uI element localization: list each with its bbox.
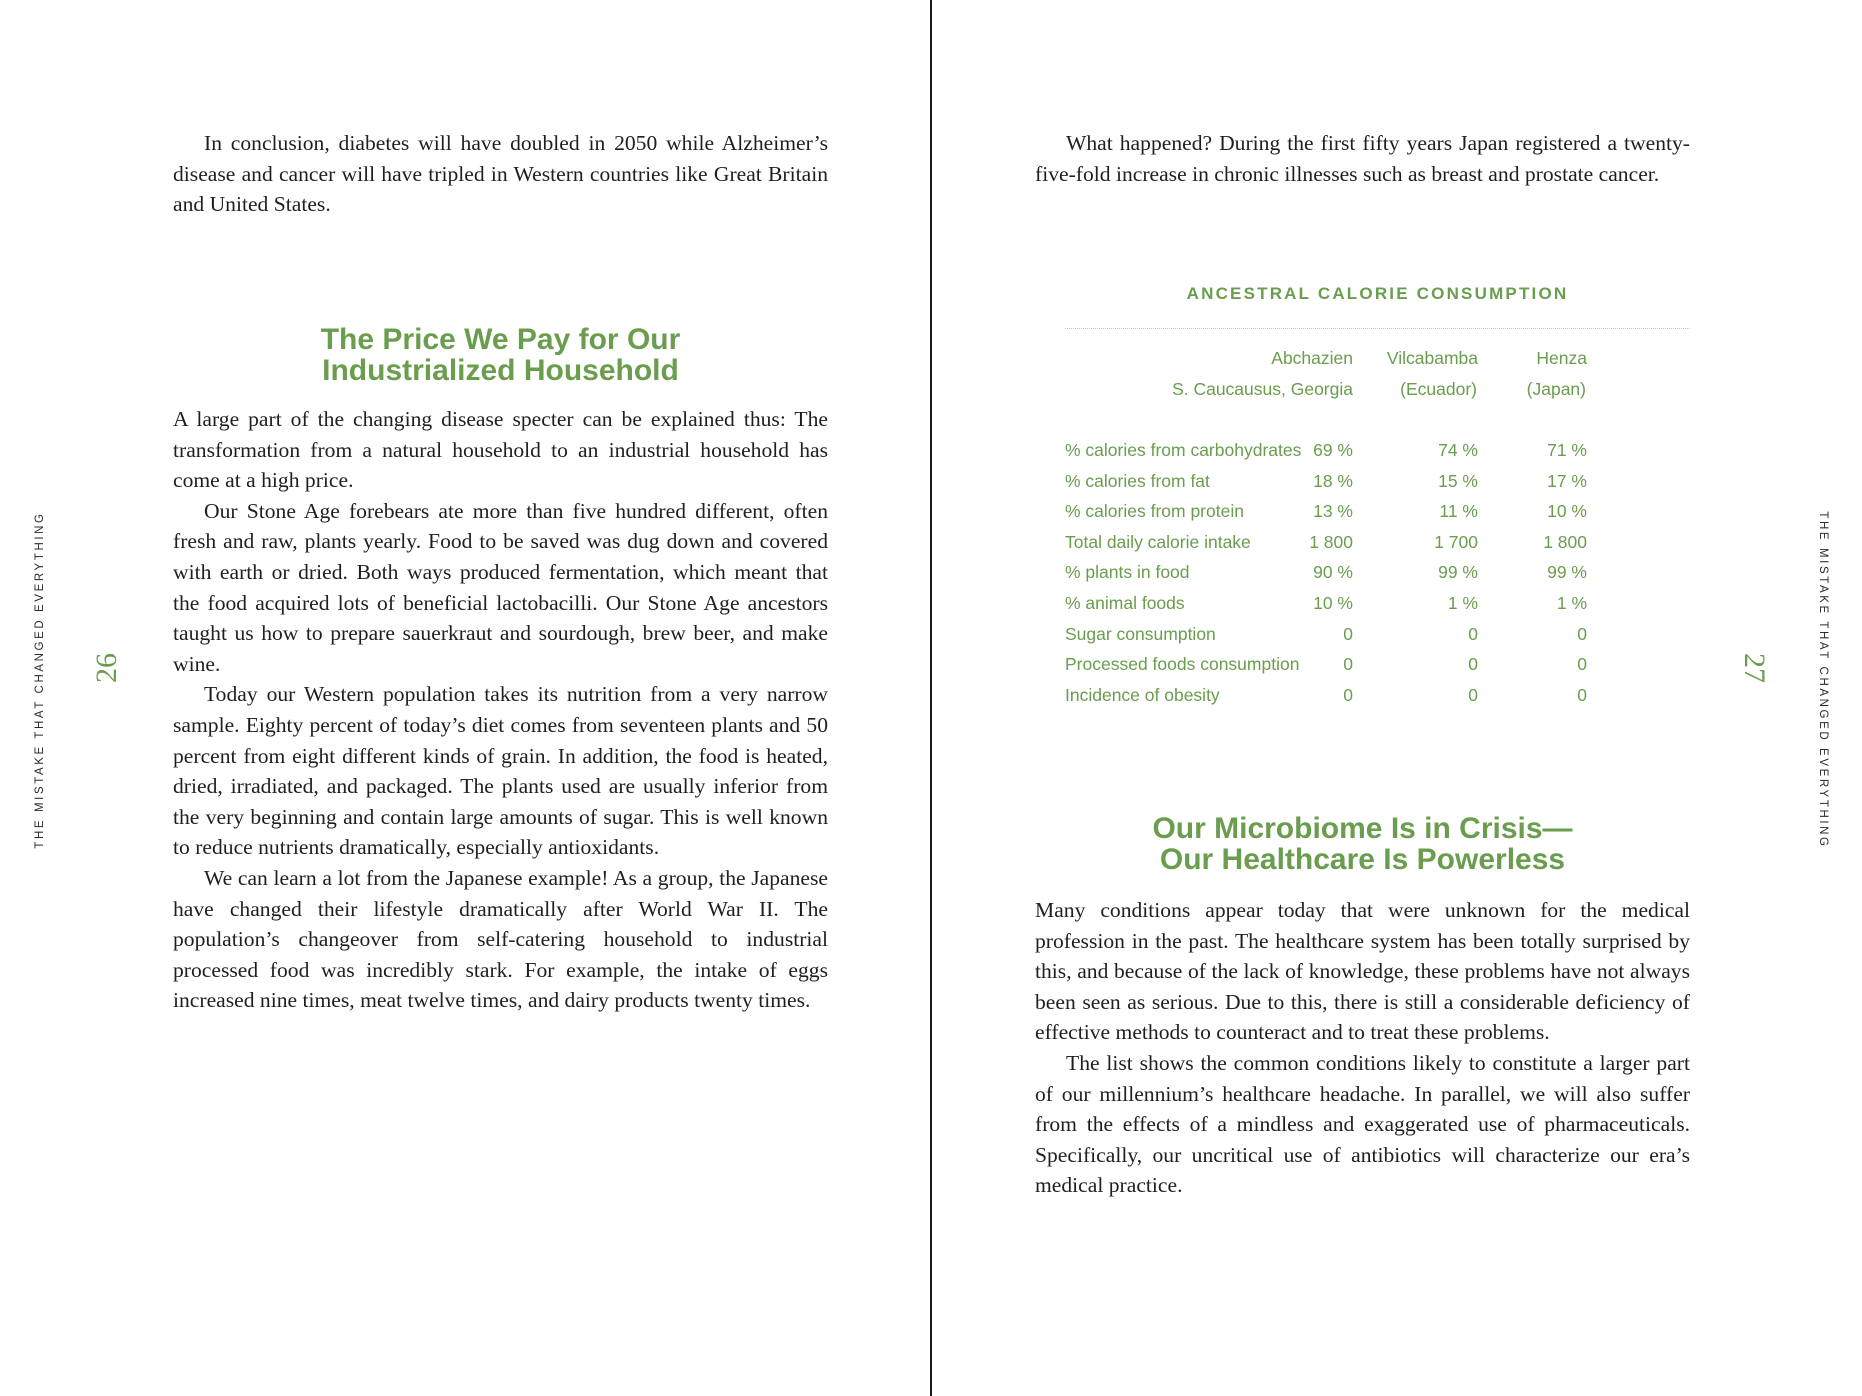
table-cell: 1 700 <box>1434 531 1478 552</box>
table-cell: 11 % <box>1439 501 1478 522</box>
calorie-table <box>932 0 1862 800</box>
left-page <box>0 0 930 1396</box>
table-cell: 1 800 <box>1309 531 1353 552</box>
table-cell: 15 % <box>1438 470 1478 491</box>
table-row-label: Total daily calorie intake <box>1065 531 1251 552</box>
column-header: Vilcabamba <box>1386 348 1478 368</box>
paragraph: The list shows the common conditions likely to constitute a larger part of our millennium’s healthcare headache. In parallel, we will also suffer from the effects of a mindless and exaggerated use of pharmaceuticals. Specifically, our uncritical use of antibiotics will characterize our era’s medical practice. <box>1035 1050 1690 1198</box>
table-cell: 0 <box>1343 654 1353 675</box>
page-number-text: 27 <box>1738 653 1771 683</box>
page-number-text: 26 <box>90 653 123 683</box>
table-cell: 13 % <box>1313 501 1353 522</box>
table-cell: 0 <box>1577 654 1587 675</box>
paragraph: We can learn a lot from the Japanese example! As a group, the Japanese have changed their lifestyle dramatically after World War II. The population’s changeover from self-catering household to industrial processed food was incredibly stark. For example, the intake of eggs increased nine times, meat twelve times, and dairy products twenty times. <box>173 865 828 1013</box>
section-heading-left: The Price We Pay for Our Industrialized Household <box>320 323 681 387</box>
column-header: Abchazien <box>1271 348 1353 368</box>
table-title: ANCESTRAL CALORIE CONSUMPTION <box>1186 284 1569 303</box>
running-head-text: THE MISTAKE THAT CHANGED EVERYTHING <box>1817 511 1829 849</box>
table-row-label: % calories from fat <box>1065 470 1210 491</box>
intro-paragraph-left: In conclusion, diabetes will have doubled in 2050 while Alzheimer’s disease and cancer will have tripled in Western countries like Great Britain and United States. <box>173 131 828 217</box>
column-subheader: (Japan) <box>1526 379 1586 399</box>
table-row-label: % calories from carbohydrates <box>1065 440 1302 460</box>
paragraph: Our Stone Age forebears ate more than five hundred different, often fresh and raw, plants yearly. Food to be saved was dug down and covered with earth or dried. Both ways produced fermentation, which meant that the food acquired lots of beneficial lactobacilli. Our Stone Age ancestors taught us how to prepare sauerkraut and sourdough, brew beer, and make wine. <box>173 498 828 676</box>
table-cell: 10 % <box>1313 593 1353 613</box>
table-cell: 0 <box>1468 654 1478 675</box>
table-row-label: % calories from protein <box>1065 501 1244 522</box>
table-cell: 1 800 <box>1543 531 1587 552</box>
column-subheader: S. Caucausus, Georgia <box>1172 379 1353 399</box>
table-cell: 99 % <box>1547 562 1587 583</box>
table-cell: 10 % <box>1547 501 1587 522</box>
body-text-right <box>1035 895 1690 1201</box>
table-cell: 17 % <box>1547 470 1587 491</box>
table-row-label: Sugar consumption <box>1065 623 1216 644</box>
table-row-label: Incidence of obesity <box>1065 684 1220 705</box>
right-page <box>932 0 1862 1396</box>
table-cell: 0 <box>1577 684 1587 705</box>
section-heading-right: Our Microbiome Is in Crisis— Our Healthcare Is Powerless <box>1152 812 1573 876</box>
running-head-text: THE MISTAKE THAT CHANGED EVERYTHING <box>34 511 46 849</box>
table-cell: 1 % <box>1447 593 1478 613</box>
table-cell: 0 <box>1468 623 1478 644</box>
table-cell: 71 % <box>1547 440 1587 460</box>
table-cell: 0 <box>1343 623 1353 644</box>
table-cell: 0 <box>1468 684 1478 705</box>
table-cell: 69 % <box>1313 440 1353 460</box>
paragraph: A large part of the changing disease specter can be explained thus: The transformation from a natural household to an industrial household has come at a high price. <box>173 407 828 493</box>
table-row-label: % animal foods <box>1065 593 1185 613</box>
table-cell: 99 % <box>1438 562 1478 583</box>
paragraph: Today our Western population takes its nutrition from a very narrow sample. Eighty percent of today’s diet comes from seventeen plants and 50 percent from eight different kinds of grain. In addition, the food is heated, dried, irradiated, and packaged. The plants used are usually inferior from the very beginning and contain large amounts of sugar. This is well known to reduce nutrients dramatically, especially antioxidants. <box>173 682 828 860</box>
paragraph: Many conditions appear today that were unknown for the medical profession in the past. The healthcare system has been totally surprised by this, and because of the lack of knowledge, these problems have not always been seen as serious. Due to this, there is still a considerable deficiency of effective methods to counteract and to treat these problems. <box>1035 898 1690 1045</box>
column-header: Henza <box>1536 348 1587 368</box>
column-subheader: (Ecuador) <box>1400 379 1477 399</box>
table-cell: 74 % <box>1438 440 1478 460</box>
table-cell: 0 <box>1343 684 1353 705</box>
body-text-left <box>173 404 828 1016</box>
intro-paragraph-right: What happened? During the first fifty years Japan registered a twenty-five-fold increase in chronic illnesses such as breast and prostate cancer. <box>1035 131 1690 186</box>
table-cell: 90 % <box>1313 562 1353 583</box>
table-cell: 18 % <box>1313 470 1353 491</box>
table-cell: 1 % <box>1556 593 1587 613</box>
table-row-label: % plants in food <box>1065 562 1190 583</box>
table-cell: 0 <box>1577 623 1587 644</box>
table-row-label: Processed foods consumption <box>1065 654 1300 675</box>
